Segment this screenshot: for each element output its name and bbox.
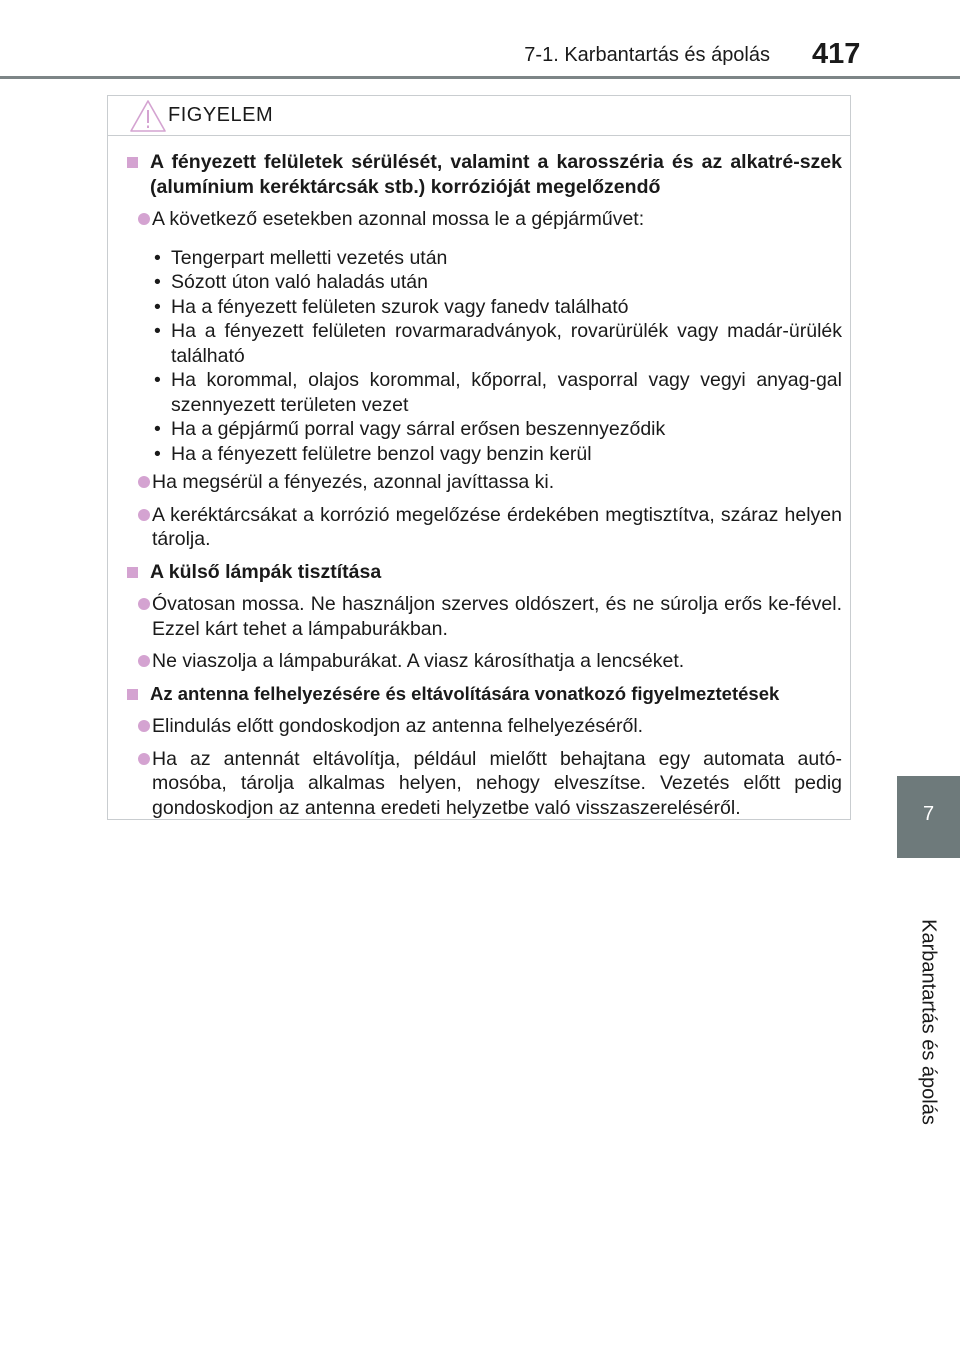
round-bullet-icon (138, 720, 150, 732)
sub-item-text: Ha a gépjármű porral vagy sárral erősen beszennyeződik (171, 418, 666, 440)
list-item-text: A keréktárcsákat a korrózió megelőzése érdekében megtisztítva, száraz helyen tárolja. (152, 503, 842, 550)
list-item (126, 649, 842, 674)
list-item-text: Óvatosan mossa. Ne használjon szerves oldószert, és ne súrolja erős ke-fével. Ezzel kárt tehet a lámpaburákban. (152, 593, 842, 640)
section-heading-text: Az antenna felhelyezésére és eltávolítására vonatkozó figyelmeztetések (150, 682, 780, 704)
round-bullet-icon (138, 509, 150, 521)
dot-marker: • (154, 369, 161, 391)
list-item (126, 714, 842, 739)
sub-item-text: Ha a fényezett felületen szurok vagy fanedv található (171, 295, 629, 318)
round-bullet-icon (138, 655, 150, 667)
list-item-text: Ne viaszolja a lámpaburákat. A viasz károsíthatja a lencséket. (152, 650, 685, 672)
section-title: 7-1. Karbantartás és ápolás (524, 44, 770, 66)
list-item (126, 470, 842, 495)
sub-item-text: Tengerpart melletti vezetés után (171, 246, 448, 269)
section-heading (126, 682, 842, 707)
round-bullet-icon (138, 598, 150, 610)
sub-list-item (126, 417, 842, 442)
list-item (126, 592, 842, 641)
list-item-text: Elindulás előtt gondoskodjon az antenna felhelyezéséről. (152, 715, 644, 737)
header-rule (0, 76, 960, 79)
sub-list-item (126, 270, 842, 295)
round-bullet-icon (138, 753, 150, 765)
square-bullet-icon (127, 157, 138, 168)
sub-item-text: Sózott úton való haladás után (171, 271, 428, 293)
chapter-title: Karbantartás és ápolás (917, 919, 940, 1125)
list-item (126, 747, 842, 821)
list-item-text: Ha az antennát eltávolítja, például mielőtt behajtana egy automata autó-mosóba, tárolja alkalmas helyen, nehogy elveszítse. Vezetés előtt pedig gondoskodjon az antenna eredeti helyzetbe való visszaszereléséről. (152, 747, 842, 819)
round-bullet-icon (138, 213, 150, 225)
page-number: 417 (812, 38, 861, 70)
dot-marker: • (154, 295, 161, 318)
list-item (126, 207, 842, 232)
sub-item-text: Ha korommal, olajos korommal, kőporral, vasporral vagy vegyi anyag-gal szennyezett területen vezet (171, 369, 842, 416)
dot-marker: • (154, 442, 161, 465)
square-bullet-icon (127, 567, 138, 578)
section-heading (126, 560, 842, 585)
sub-list-item (126, 246, 842, 271)
warning-label: FIGYELEM (168, 104, 274, 126)
section-heading-text: A fényezett felületek sérülését, valamint a karosszéria és az alkatré-szek (alumínium keréktárcsák stb.) korrózióját megelőzendő (150, 151, 842, 198)
sub-list (126, 246, 842, 467)
round-bullet-icon (138, 476, 150, 488)
sub-item-text: Ha a fényezett felületen rovarmaradványok, rovarürülék vagy madár-ürülék található (171, 320, 842, 367)
sub-list-item (126, 368, 842, 417)
chapter-tab (897, 776, 960, 858)
chapter-number: 7 (922, 803, 935, 825)
dot-marker: • (154, 418, 161, 440)
warning-content (126, 150, 842, 828)
list-item (126, 503, 842, 552)
sub-list-item (126, 319, 842, 368)
list-item-text: A következő esetekben azonnal mossa le a gépjárművet: (152, 208, 645, 230)
dot-marker: • (154, 271, 161, 293)
square-bullet-icon (127, 689, 138, 700)
dot-marker: • (154, 320, 161, 342)
warning-triangle-icon (128, 98, 168, 134)
section-heading-text: A külső lámpák tisztítása (150, 560, 382, 583)
warning-header (108, 96, 850, 136)
sub-item-text: Ha a fényezett felületre benzol vagy benzin kerül (171, 442, 592, 465)
section-heading (126, 150, 842, 199)
dot-marker: • (154, 246, 161, 269)
sub-list-item (126, 295, 842, 320)
list-item-text: Ha megsérül a fényezés, azonnal javíttassa ki. (152, 471, 555, 493)
sub-list-item (126, 442, 842, 467)
